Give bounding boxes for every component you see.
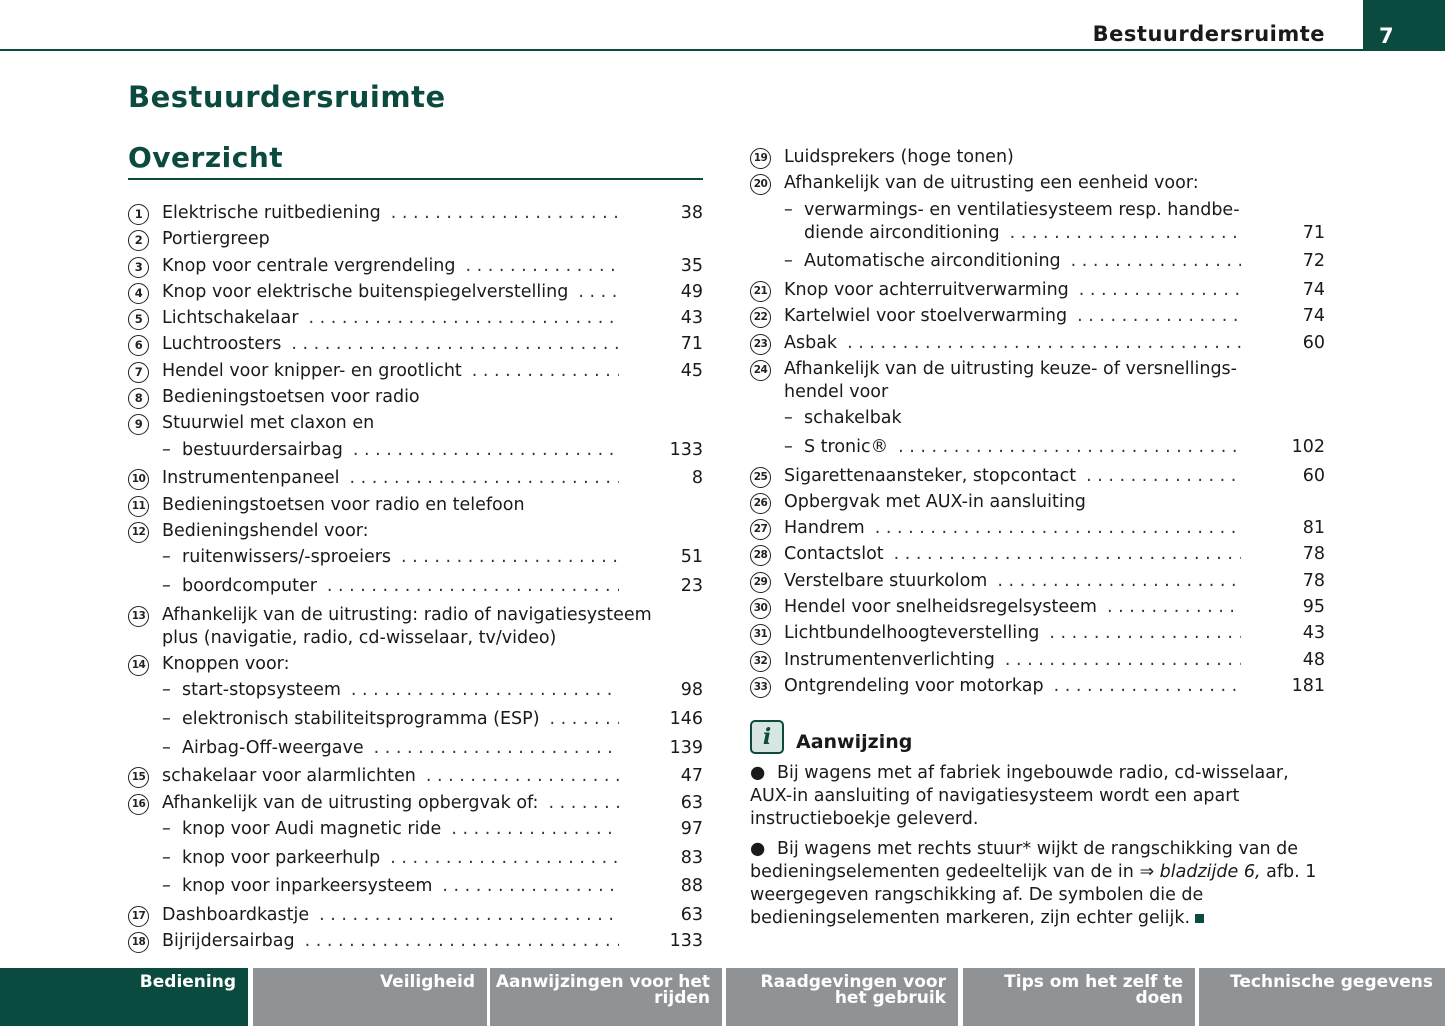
item-line <box>162 439 623 462</box>
chapter-tab[interactable]: Aanwijzingen voor het rijden <box>490 968 722 1026</box>
list-item <box>750 332 1325 355</box>
dot-leader <box>1086 465 1241 488</box>
header-rule <box>0 49 1365 51</box>
list-item <box>128 679 703 702</box>
item-label: Automatische airconditioning <box>804 251 1061 272</box>
dot-leader <box>319 904 619 927</box>
chapter-tab[interactable]: Veiligheid <box>253 968 487 1026</box>
item-number-badge: 29 <box>750 572 771 593</box>
list-item <box>750 491 1325 514</box>
bullet-icon: ● <box>750 763 766 783</box>
item-number-badge: 4 <box>128 283 149 304</box>
item-label: Bedieningstoetsen voor radio <box>162 387 420 408</box>
item-label: Instrumentenverlichting <box>784 649 995 670</box>
dash-marker: – <box>162 737 171 758</box>
item-label: Verstelbare stuurkolom <box>784 570 988 591</box>
item-label: ruitenwissers/-sproeiers <box>182 547 392 568</box>
page-reference[interactable]: 133 <box>669 439 703 460</box>
page-reference[interactable]: 43 <box>1302 623 1325 644</box>
dot-leader <box>1049 622 1241 645</box>
page-reference[interactable]: 98 <box>680 680 703 701</box>
list-item <box>750 570 1325 593</box>
list-item <box>128 255 703 278</box>
item-line <box>162 386 623 409</box>
page-reference[interactable]: 47 <box>680 766 703 787</box>
item-line <box>784 199 1245 222</box>
list-item <box>128 575 703 598</box>
page-reference[interactable]: 45 <box>680 360 703 381</box>
item-number-badge: 5 <box>128 309 149 330</box>
note-bullet <box>750 762 1330 831</box>
item-line <box>784 332 1245 355</box>
page-reference-link[interactable]: bladzijde 6, <box>1159 862 1261 882</box>
item-label: Bedieningshendel voor: <box>162 520 369 541</box>
item-number-badge: 11 <box>128 496 149 517</box>
overview-list-left <box>128 202 703 957</box>
item-line <box>162 467 623 490</box>
list-item <box>128 307 703 330</box>
list-item <box>750 622 1325 645</box>
item-line <box>784 407 1245 430</box>
item-number-badge: 3 <box>128 257 149 278</box>
item-line <box>162 765 623 788</box>
item-label: Instrumentenpaneel <box>162 468 340 489</box>
dash-marker: – <box>162 439 171 460</box>
item-label: Sigarettenaansteker, stopcontact <box>784 465 1077 486</box>
dot-leader <box>1107 596 1241 619</box>
page-reference[interactable]: 71 <box>1302 222 1325 243</box>
dot-leader <box>1010 222 1241 245</box>
dot-leader <box>1054 675 1241 698</box>
item-line <box>162 333 623 356</box>
item-label: boordcomputer <box>182 575 317 596</box>
item-label: Lichtschakelaar <box>162 308 299 329</box>
page-reference[interactable]: 97 <box>680 818 703 839</box>
list-item <box>750 436 1325 459</box>
dot-leader <box>1079 279 1241 302</box>
item-number-badge: 9 <box>128 414 149 435</box>
page-reference[interactable]: 71 <box>680 334 703 355</box>
item-number-badge: 26 <box>750 493 771 514</box>
end-marker-icon <box>1195 914 1204 923</box>
note-bullet-text: afb. 1 weergegeven rangschikking af. De symbolen die de bedieningselementen markeren, zijn echter gelijk. <box>750 862 1317 928</box>
list-item <box>750 146 1325 169</box>
list-item <box>128 546 703 569</box>
list-item <box>128 386 703 409</box>
dot-leader <box>309 307 619 330</box>
item-label: hendel voor <box>784 381 889 402</box>
item-label: Knop voor centrale vergrendeling <box>162 255 456 276</box>
list-item <box>750 250 1325 273</box>
page-reference[interactable]: 38 <box>680 203 703 223</box>
note-bullet <box>750 838 1330 930</box>
running-header-title: Bestuurdersruimte <box>1092 22 1325 46</box>
item-label: Contactslot <box>784 544 884 565</box>
list-item <box>750 199 1325 245</box>
item-label: plus (navigatie, radio, cd-wisselaar, tv/video) <box>162 627 557 648</box>
dot-leader <box>847 332 1241 355</box>
dash-marker: – <box>784 251 793 272</box>
page-reference[interactable]: 51 <box>680 547 703 568</box>
item-label: Kartelwiel voor stoelverwarming <box>784 306 1068 327</box>
item-line <box>162 737 623 760</box>
item-line <box>784 570 1245 593</box>
list-item <box>128 604 703 650</box>
dash-marker: – <box>784 199 793 220</box>
item-number-badge: 16 <box>128 794 149 815</box>
item-line <box>162 604 652 627</box>
page-reference[interactable]: 102 <box>1291 436 1325 457</box>
item-number-badge: 12 <box>128 522 149 543</box>
dot-leader <box>426 765 619 788</box>
item-line <box>162 653 623 676</box>
list-item <box>750 465 1325 488</box>
list-item <box>128 333 703 356</box>
page-reference[interactable]: 83 <box>680 847 703 868</box>
item-number-badge: 32 <box>750 651 771 672</box>
item-label: knop voor Audi magnetic ride <box>182 818 442 839</box>
dot-leader <box>374 737 619 760</box>
note-title: Aanwijzing <box>796 730 913 753</box>
item-line <box>784 279 1245 302</box>
dot-leader <box>451 818 619 841</box>
item-number-badge: 24 <box>750 360 771 381</box>
list-item <box>750 649 1325 672</box>
item-line <box>784 491 1245 514</box>
item-label: Airbag-Off-weergave <box>182 737 364 758</box>
item-number-badge: 18 <box>128 932 149 953</box>
item-label: elektronisch stabiliteitsprogramma (ESP) <box>182 708 540 729</box>
list-item <box>128 412 703 435</box>
dot-leader <box>466 255 619 278</box>
dash-marker: – <box>162 680 171 701</box>
page-reference[interactable]: 81 <box>1302 518 1325 539</box>
item-label: Asbak <box>784 332 838 353</box>
item-label: Dashboardkastje <box>162 904 310 925</box>
item-line <box>784 596 1245 619</box>
list-item <box>128 202 703 225</box>
list-item <box>750 596 1325 619</box>
item-label: Bedieningstoetsen voor radio en telefoon <box>162 494 525 515</box>
list-item <box>128 520 703 543</box>
item-line <box>784 649 1245 672</box>
dot-leader <box>291 333 619 356</box>
dot-leader <box>894 543 1241 566</box>
item-number-badge: 30 <box>750 598 771 619</box>
item-line <box>162 228 623 251</box>
item-number-badge: 23 <box>750 334 771 355</box>
list-item <box>128 360 703 383</box>
page-reference[interactable]: 8 <box>691 468 703 489</box>
list-item <box>128 792 703 815</box>
list-item <box>750 543 1325 566</box>
dash-marker: – <box>784 408 793 429</box>
item-label: Afhankelijk van de uitrusting een eenheid voor: <box>784 173 1199 194</box>
item-label: Afhankelijk van de uitrusting: radio of navigatiesysteem <box>162 604 652 625</box>
dot-leader <box>401 546 619 569</box>
item-line <box>784 358 1245 381</box>
item-line <box>784 517 1245 540</box>
list-item <box>128 930 703 953</box>
item-line <box>162 930 623 953</box>
list-item <box>128 737 703 760</box>
item-label: knop voor inparkeersysteem <box>182 876 433 897</box>
list-item <box>128 708 703 731</box>
item-label: Portiergreep <box>162 229 270 250</box>
item-line <box>162 494 623 517</box>
dash-marker: – <box>162 575 171 596</box>
item-label: Opbergvak met AUX-in aansluiting <box>784 491 1086 512</box>
item-label: schakelaar voor alarmlichten <box>162 766 416 787</box>
dot-leader <box>305 930 619 953</box>
list-item <box>128 904 703 927</box>
dash-marker: – <box>162 708 171 729</box>
chapter-tabs <box>0 968 1445 1026</box>
item-number-badge: 25 <box>750 467 771 488</box>
item-number-badge: 2 <box>128 230 149 251</box>
dot-leader <box>997 570 1241 593</box>
note-box <box>750 718 1330 937</box>
item-line <box>162 520 623 543</box>
item-line <box>162 546 623 569</box>
note-bullet-text: Bij wagens met af fabriek ingebouwde radio, cd-wisselaar, AUX-in aansluiting of navigatiesysteem wordt een apart instructieboekje geleverd. <box>750 763 1289 829</box>
dash-marker: – <box>162 547 171 568</box>
item-number-badge: 14 <box>128 655 149 676</box>
item-label: S tronic® <box>804 436 889 457</box>
item-line <box>162 904 623 927</box>
item-line <box>162 202 623 225</box>
list-item <box>128 765 703 788</box>
item-line <box>784 622 1245 645</box>
item-line <box>162 360 623 383</box>
list-item <box>128 494 703 517</box>
list-item <box>750 305 1325 328</box>
item-line <box>162 708 623 731</box>
item-label: Hendel voor snelheidsregelsysteem <box>784 597 1097 618</box>
dash-marker: – <box>162 847 171 868</box>
list-item <box>128 875 703 898</box>
page-reference[interactable]: 49 <box>680 281 703 302</box>
item-line <box>162 792 623 815</box>
list-item <box>128 439 703 462</box>
item-line <box>162 412 623 435</box>
page-reference[interactable]: 139 <box>669 737 703 758</box>
item-label: Afhankelijk van de uitrusting opbergvak of: <box>162 792 539 813</box>
item-label: verwarmings- en ventilatiesysteem resp. handbe- <box>804 199 1240 220</box>
dot-leader <box>472 360 619 383</box>
item-label: Hendel voor knipper- en grootlicht <box>162 360 462 381</box>
item-label: Luidsprekers (hoge tonen) <box>784 147 1014 167</box>
list-item <box>128 818 703 841</box>
item-label: Knop voor achterruitverwarming <box>784 279 1069 300</box>
item-label: knop voor parkeerhulp <box>182 847 381 868</box>
page-reference[interactable]: 133 <box>669 931 703 952</box>
dot-leader <box>1005 649 1241 672</box>
item-label: Stuurwiel met claxon en <box>162 413 375 434</box>
dot-leader <box>442 875 619 898</box>
item-number-badge: 28 <box>750 545 771 566</box>
section-title: Overzicht <box>128 141 284 174</box>
item-line <box>162 818 623 841</box>
item-label: Ontgrendeling voor motorkap <box>784 675 1044 696</box>
item-label: start-stopsysteem <box>182 680 341 701</box>
item-label: Handrem <box>784 518 865 539</box>
list-item <box>750 517 1325 540</box>
section-rule <box>128 178 703 180</box>
page-reference[interactable]: 181 <box>1291 675 1325 696</box>
item-line <box>162 875 623 898</box>
item-number-badge: 6 <box>128 335 149 356</box>
page-reference[interactable]: 35 <box>680 255 703 276</box>
item-line <box>784 305 1245 328</box>
dot-leader <box>898 436 1241 459</box>
item-line <box>162 307 623 330</box>
item-label: Bijrijdersairbag <box>162 931 295 952</box>
item-line <box>162 575 623 598</box>
list-item <box>750 172 1325 195</box>
info-icon: i <box>750 720 784 754</box>
list-item <box>128 467 703 490</box>
note-header <box>750 718 1330 754</box>
item-line <box>784 222 1245 245</box>
item-line <box>784 381 1245 404</box>
item-line <box>784 250 1245 273</box>
page-reference[interactable]: 23 <box>680 575 703 596</box>
item-number-badge: 10 <box>128 469 149 490</box>
item-line <box>784 172 1245 195</box>
page-reference[interactable]: 78 <box>1302 570 1325 591</box>
item-line <box>784 465 1245 488</box>
item-number-badge: 20 <box>750 174 771 195</box>
dot-leader <box>351 679 619 702</box>
item-label: Elektrische ruitbediening <box>162 203 381 223</box>
item-number-badge: 33 <box>750 677 771 698</box>
item-number-badge: 8 <box>128 388 149 409</box>
chapter-title: Bestuurdersruimte <box>128 80 446 114</box>
page-reference[interactable]: 74 <box>1302 306 1325 327</box>
chapter-tab[interactable]: Technische gegevens <box>1199 968 1445 1026</box>
dash-marker: – <box>784 436 793 457</box>
item-number-badge: 19 <box>750 148 771 169</box>
page-reference[interactable]: 43 <box>680 308 703 329</box>
item-label: schakelbak <box>804 408 902 429</box>
page-reference[interactable]: 60 <box>1302 465 1325 486</box>
item-label: bestuurdersairbag <box>182 439 343 460</box>
item-label: Knoppen voor: <box>162 653 290 674</box>
item-label: Luchtroosters <box>162 334 282 355</box>
list-item <box>128 847 703 870</box>
bullet-icon: ● <box>750 839 766 859</box>
dot-leader <box>548 792 619 815</box>
page-reference[interactable]: 88 <box>680 876 703 897</box>
list-item <box>750 279 1325 302</box>
item-number-badge: 13 <box>128 606 149 627</box>
dot-leader <box>1071 250 1241 273</box>
item-line <box>784 436 1245 459</box>
item-line <box>162 679 623 702</box>
item-number-badge: 15 <box>128 767 149 788</box>
dot-leader <box>391 202 619 225</box>
item-number-badge: 17 <box>128 906 149 927</box>
item-label: Knop voor elektrische buitenspiegelverstelling <box>162 281 569 302</box>
item-line <box>784 146 1245 169</box>
item-label: Afhankelijk van de uitrusting keuze- of versnellings- <box>784 358 1237 379</box>
item-label: Lichtbundelhoogteverstelling <box>784 623 1040 644</box>
list-item <box>128 281 703 304</box>
list-item <box>750 675 1325 698</box>
dot-leader <box>390 847 619 870</box>
note-bullet-text: Bij wagens met rechts stuur* wijkt de rangschikking van de bedieningselementen gedeeltelijk van de in ⇒ <box>750 839 1299 882</box>
item-line <box>162 255 623 278</box>
chapter-tab[interactable]: Raadgevingen voor het gebruik <box>726 968 958 1026</box>
page-reference[interactable]: 95 <box>1302 597 1325 618</box>
item-line <box>784 675 1245 698</box>
item-number-badge: 21 <box>750 281 771 302</box>
page-reference[interactable]: 146 <box>669 708 703 729</box>
item-line <box>162 627 623 650</box>
item-line <box>784 543 1245 566</box>
chapter-tab[interactable]: Tips om het zelf te doen <box>963 968 1195 1026</box>
item-line <box>162 847 623 870</box>
sub-item-text <box>784 199 1245 245</box>
page-reference[interactable]: 60 <box>1302 332 1325 353</box>
item-number-badge: 31 <box>750 624 771 645</box>
list-item <box>128 228 703 251</box>
list-item <box>750 358 1325 404</box>
page-reference[interactable]: 72 <box>1302 251 1325 272</box>
dot-leader <box>578 281 619 304</box>
list-item <box>128 653 703 676</box>
page-reference[interactable]: 78 <box>1302 544 1325 565</box>
page-number: 7 <box>1363 0 1445 51</box>
dot-leader <box>875 517 1241 540</box>
item-label: diende airconditioning <box>804 222 1000 243</box>
page-reference[interactable]: 48 <box>1302 649 1325 670</box>
item-number-badge: 1 <box>128 204 149 225</box>
list-item <box>750 407 1325 430</box>
page-reference[interactable]: 63 <box>680 904 703 925</box>
dash-marker: – <box>162 818 171 839</box>
chapter-tab[interactable]: Bediening <box>0 968 248 1026</box>
page-reference[interactable]: 74 <box>1302 279 1325 300</box>
dot-leader <box>353 439 619 462</box>
item-line <box>162 281 623 304</box>
item-number-badge: 27 <box>750 519 771 540</box>
dot-leader <box>1077 305 1241 328</box>
item-number-badge: 22 <box>750 307 771 328</box>
item-number-badge: 7 <box>128 362 149 383</box>
dot-leader <box>349 467 619 490</box>
dot-leader <box>550 708 619 731</box>
dot-leader <box>327 575 619 598</box>
page-reference[interactable]: 63 <box>680 792 703 813</box>
overview-list-right <box>750 146 1325 701</box>
dash-marker: – <box>162 876 171 897</box>
